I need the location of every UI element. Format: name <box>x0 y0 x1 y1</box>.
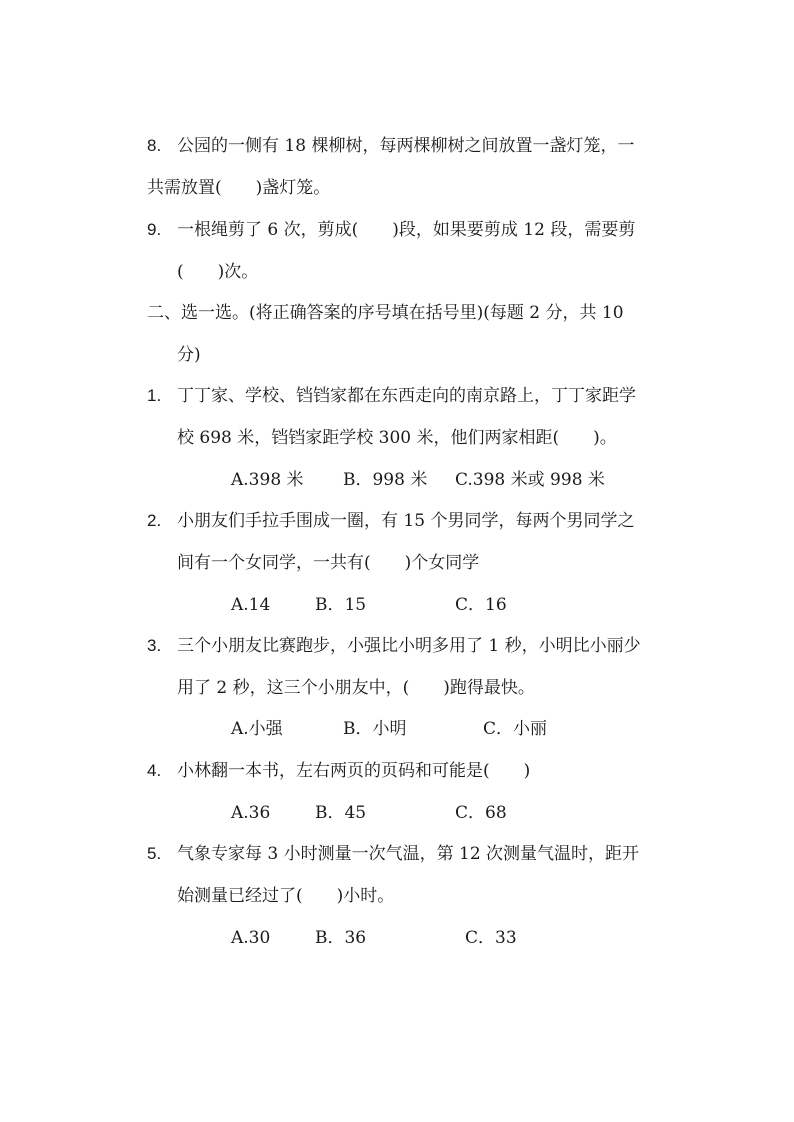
option-b: B．998 米 <box>343 470 428 490</box>
option-a: A.398 米 <box>231 470 304 490</box>
option-c: C．33 <box>465 928 517 948</box>
option-a: A.30 <box>231 928 271 948</box>
section-heading: 分) <box>177 345 201 365</box>
question-number: 1. <box>147 386 162 405</box>
question-text: 始测量已经过了( )小时。 <box>177 886 395 906</box>
question-number: 3. <box>147 636 162 655</box>
question-text: 丁丁家、学校、铛铛家都在东西走向的南京路上，丁丁家距学 <box>177 386 636 406</box>
question-number: 2. <box>147 511 162 530</box>
option-b: B．45 <box>315 803 367 823</box>
option-b: B．15 <box>315 595 367 615</box>
question-text: 校 698 米，铛铛家距学校 300 米，他们两家相距( )。 <box>177 428 617 448</box>
question-text: ( )次。 <box>177 262 259 282</box>
option-c: C．16 <box>455 595 507 615</box>
option-b: B．36 <box>315 928 367 948</box>
option-a: A.14 <box>231 595 271 615</box>
question-number: 5. <box>147 844 162 863</box>
option-c: C．小丽 <box>483 719 548 739</box>
option-b: B．小明 <box>343 719 407 739</box>
option-a: A.小强 <box>231 719 283 739</box>
question-text: 小朋友们手拉手围成一圈，有 15 个男同学，每两个男同学之 <box>177 511 635 531</box>
question-number: 4. <box>147 761 162 780</box>
question-text: 一根绳剪了 6 次，剪成( )段，如果要剪成 12 段，需要剪 <box>177 220 636 240</box>
question-text: 间有一个女同学，一共有( )个女同学 <box>177 553 480 573</box>
option-c: C.398 米或 998 米 <box>455 470 605 490</box>
question-number: 9. <box>147 220 162 239</box>
question-text: 共需放置( )盏灯笼。 <box>147 178 331 198</box>
option-a: A.36 <box>231 803 271 823</box>
question-number: 8. <box>147 136 162 155</box>
question-text: 三个小朋友比赛跑步，小强比小明多用了 1 秒，小明比小丽少 <box>177 636 641 656</box>
question-text: 公园的一侧有 18 棵柳树，每两棵柳树之间放置一盏灯笼，一 <box>177 136 635 156</box>
option-c: C．68 <box>455 803 507 823</box>
question-text: 小林翻一本书，左右两页的页码和可能是( ) <box>177 761 531 781</box>
question-text: 用了 2 秒，这三个小朋友中，( )跑得最快。 <box>177 678 535 698</box>
question-text: 气象专家每 3 小时测量一次气温，第 12 次测量气温时，距开 <box>177 844 640 864</box>
section-heading: 二、选一选。(将正确答案的序号填在括号里)(每题 2 分，共 10 <box>147 303 624 323</box>
